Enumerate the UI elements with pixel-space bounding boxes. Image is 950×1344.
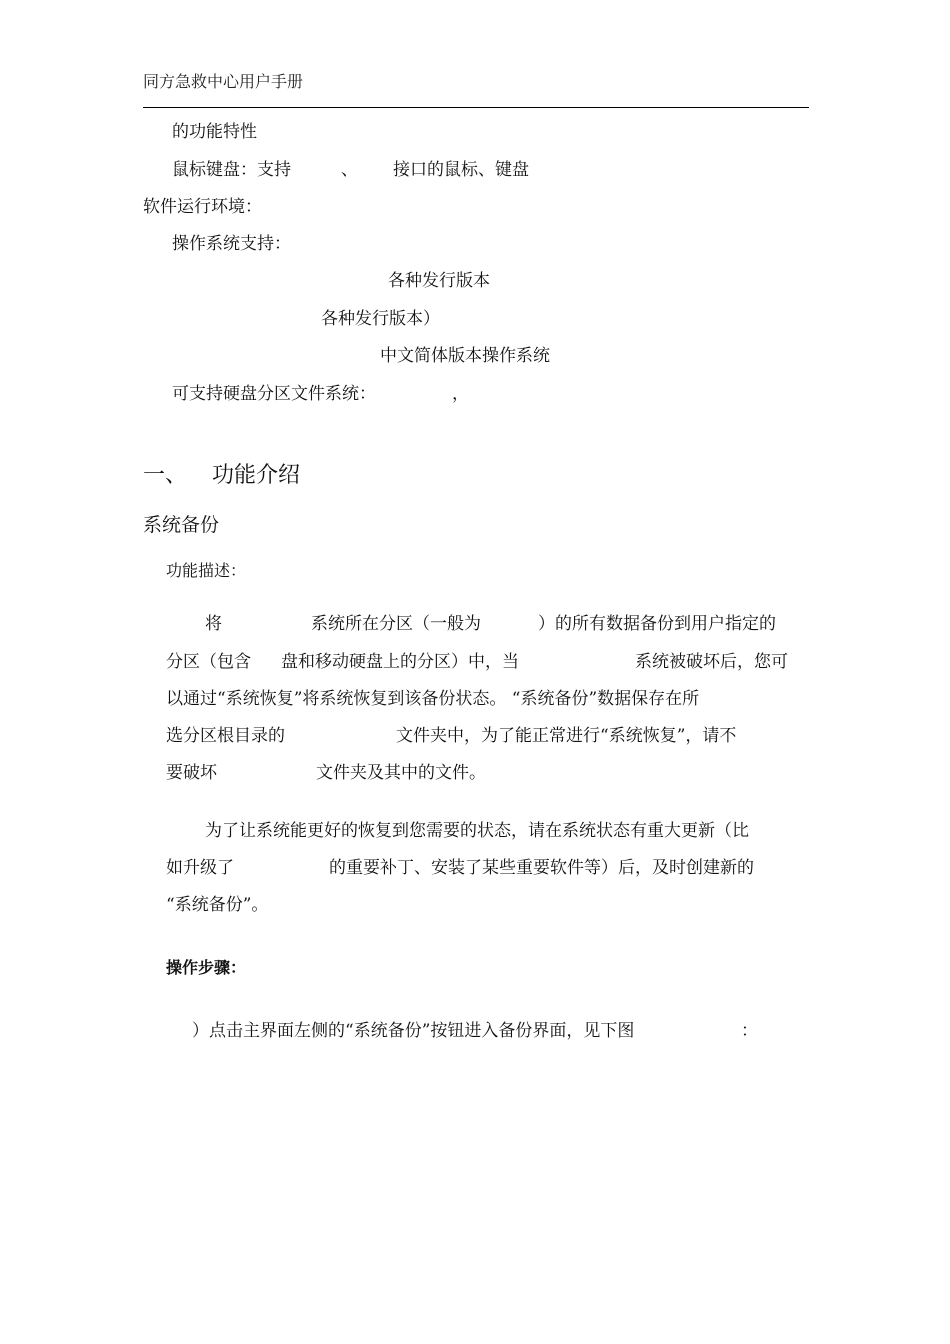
p1-line5-a: 要破坏 xyxy=(166,763,217,783)
os-item-3: 中文简体版本操作系统 xyxy=(380,346,550,366)
page-header-title: 同方急救中心用户手册 xyxy=(143,72,304,91)
runtime-label: 软件运行环境： xyxy=(143,197,262,217)
operation-steps-label: 操作步骤： xyxy=(166,958,247,977)
subsection-title: 系统备份 xyxy=(143,514,220,536)
p1-line2-b: 盘和移动硬盘上的分区）中，当 xyxy=(281,652,519,672)
os-item-2: 各种发行版本） xyxy=(321,309,440,329)
header-divider xyxy=(143,107,809,108)
p2-line1: 为了让系统能更好的恢复到您需要的状态，请在系统状态有重大更新（比 xyxy=(205,821,749,841)
os-label: 操作系统支持： xyxy=(172,234,291,254)
section-title: 功能介绍 xyxy=(212,463,301,488)
step-1-colon: ： xyxy=(741,1021,758,1041)
step-1-text: ）点击主界面左侧的“系统备份”按钮进入备份界面，见下图 xyxy=(192,1021,635,1041)
p1-line1-b: 系统所在分区（一般为 xyxy=(311,614,481,634)
p1-line3: 以通过“系统恢复”将系统恢复到该备份状态。 “系统备份”数据保存在所 xyxy=(166,689,700,709)
p2-line3: “系统备份”。 xyxy=(166,895,269,915)
os-item-1: 各种发行版本 xyxy=(388,271,490,291)
section-number: 一、 xyxy=(143,463,188,488)
p1-line4-a: 选分区根目录的 xyxy=(166,726,285,746)
p2-line2-a: 如升级了 xyxy=(166,858,234,878)
mouse-separator: 、 xyxy=(341,160,358,180)
function-description-label: 功能描述： xyxy=(166,561,247,580)
p1-line4-b: 文件夹中，为了能正常进行“系统恢复”，请不 xyxy=(396,726,737,746)
p1-line2-c: 系统被破坏后，您可 xyxy=(635,652,788,672)
p1-line2-a: 分区（包含 xyxy=(166,652,251,672)
fs-separator: ， xyxy=(452,384,469,404)
p1-line5-b: 文件夹及其中的文件。 xyxy=(316,763,486,783)
feature-line: 的功能特性 xyxy=(172,122,257,142)
mouse-label: 鼠标键盘：支持 xyxy=(172,160,291,180)
p2-line2-b: 的重要补丁、安装了某些重要软件等）后，及时创建新的 xyxy=(329,858,754,878)
fs-label: 可支持硬盘分区文件系统： xyxy=(172,384,376,404)
p1-line1-a: 将 xyxy=(205,614,222,634)
p1-line1-c: ）的所有数据备份到用户指定的 xyxy=(538,614,776,634)
mouse-tail: 接口的鼠标、键盘 xyxy=(393,160,529,180)
